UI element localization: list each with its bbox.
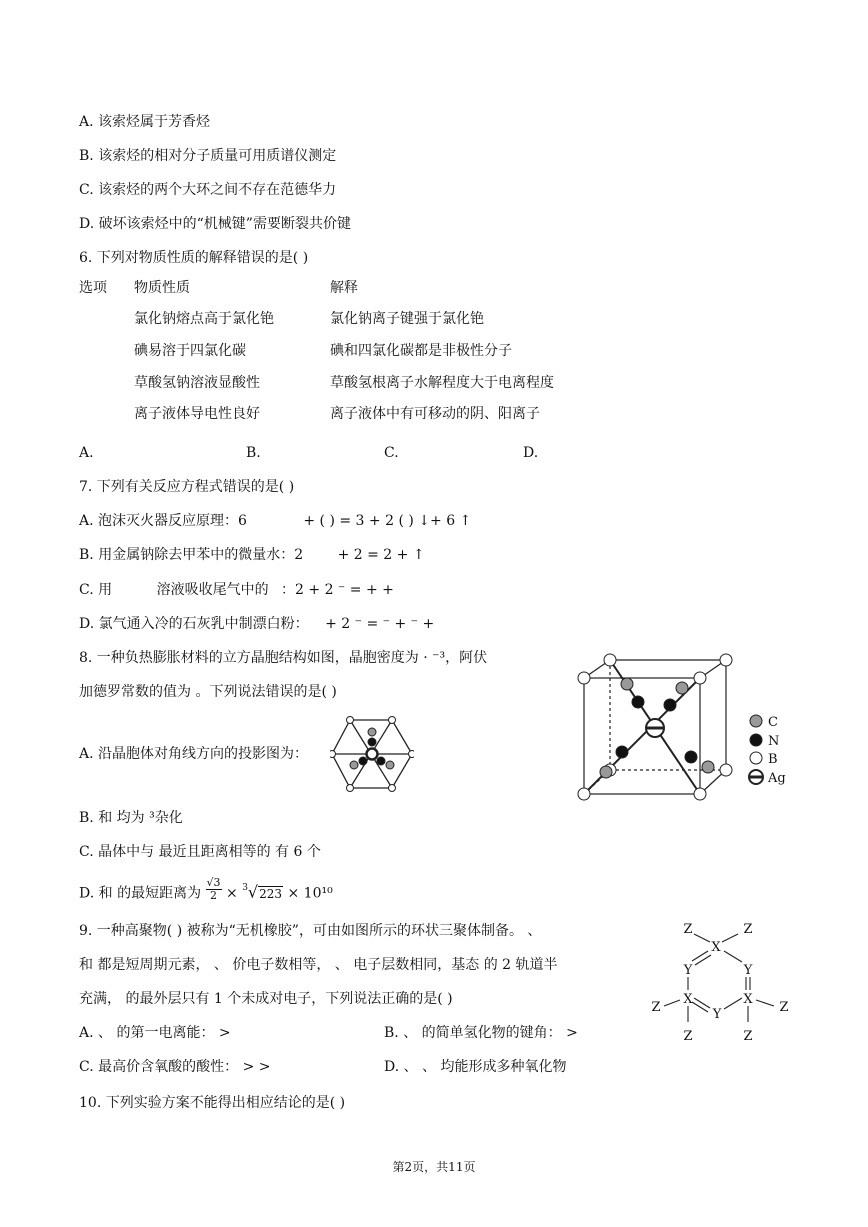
q9-stem-line3: 充满， 的最外层只有 1 个未成对电子，下列说法正确的是( )	[79, 991, 453, 1007]
ring-atom-z: Z	[743, 922, 753, 937]
q6-choice-b: B.	[246, 445, 261, 461]
q7-a-rest: + ( ) = 3 + 2 ( ) ↓+ 6 ↑	[303, 513, 472, 529]
q7-option-b	[79, 545, 425, 565]
legend-ag-label: Ag	[768, 771, 786, 786]
q8-option-c: C. 晶体中与 最近且距离相等的 有 6 个	[79, 844, 321, 860]
projection-diagram	[330, 716, 414, 792]
q6-stem: 6. 下列对物质性质的解释错误的是( )	[79, 250, 309, 266]
ring-atom-y-left: Y	[683, 963, 693, 978]
radicand: 223	[259, 886, 283, 901]
ring-atom-x-left: X	[683, 992, 693, 1007]
legend-c-label: C	[768, 715, 778, 730]
q9-option-d: D. 、 、 均能形成多种氧化物	[384, 1059, 567, 1075]
q8-option-b: B. 和 均为 ³杂化	[79, 810, 183, 826]
ring-atom-z: Z	[651, 1000, 661, 1015]
q6-choice-d: D.	[523, 445, 539, 461]
ring-atom-z: Z	[683, 922, 693, 937]
q6-row-property: 碘易溶于四氯化碳	[134, 343, 246, 359]
q8-option-a: A. 沿晶胞体对角线方向的投影图为：	[79, 746, 309, 762]
ring-atom-y-right: Y	[743, 963, 753, 978]
ring-atom-z: Z	[683, 1029, 693, 1044]
q6-row-explanation: 草酸氢根离子水解程度大于电离程度	[330, 375, 554, 391]
q6-row-explanation: 离子液体中有可移动的阴、阳离子	[330, 406, 540, 422]
ring-atom-x-top: X	[711, 940, 721, 955]
q8-option-d	[79, 876, 333, 906]
q7-a-label: A. 泡沫灭火器反应原理：6	[79, 513, 247, 529]
q10-stem: 10. 下列实验方案不能得出相应结论的是( )	[79, 1095, 346, 1111]
q6-choice-c: C.	[384, 445, 399, 461]
q8-stem-line2: 加德罗常数的值为 。下列说法错误的是( )	[79, 684, 337, 700]
q9-option-b: B. 、 的简单氢化物的键角： >	[384, 1025, 578, 1041]
q7-b-label: B. 用金属钠除去甲苯中的微量水：2	[79, 547, 304, 563]
fraction-denominator: 2	[210, 889, 218, 902]
q9-stem-line1: 9. 一种高聚物( ) 被称为“无机橡胶”，可由如图所示的环状三聚体制备。 、	[79, 923, 542, 939]
ring-atom-z: Z	[779, 1000, 789, 1015]
q8-d-pre: D. 和 的最短距离为	[79, 885, 202, 902]
ring-trimer-diagram	[644, 918, 796, 1046]
q5-option-c: C. 该索烃的两个大环之间不存在范德华力	[79, 182, 337, 198]
q7-option-d	[79, 614, 434, 634]
q7-d-rest: + 2 ⁻ = ⁻ + ⁻ +	[325, 616, 435, 632]
q9-option-c: C. 最高价含氧酸的酸性： > >	[79, 1059, 271, 1075]
q7-c-label: C. 用	[79, 582, 113, 598]
q7-b-rest: + 2 = 2 + ↑	[337, 547, 425, 563]
page-footer: 第2页，共11页	[392, 1160, 476, 1174]
q7-option-a	[79, 511, 471, 531]
q7-option-c	[79, 580, 394, 600]
legend-c-marker	[750, 715, 762, 727]
q8-stem-line1: 8. 一种负热膨胀材料的立方晶胞结构如图，晶胞密度为 · ⁻³，阿伏	[79, 650, 488, 666]
q5-option-b: B. 该索烃的相对分子质量可用质谱仪测定	[79, 148, 337, 164]
q5-option-d: D. 破坏该索烃中的“机械键”需要断裂共价键	[79, 216, 351, 232]
radical-sign: √	[247, 882, 259, 902]
q8-d-tail: × 10¹⁰	[287, 885, 333, 902]
legend-b-label: B	[768, 752, 778, 767]
q6-row-property: 氯化钠熔点高于氯化铯	[134, 311, 274, 327]
q6-header-property: 物质性质	[134, 280, 190, 296]
root-index: 3	[242, 882, 248, 893]
q7-d-label: D. 氯气通入冷的石灰乳中制漂白粉：	[79, 616, 309, 632]
fraction	[206, 877, 222, 902]
legend-n-marker	[750, 734, 762, 746]
q6-row-explanation: 氯化钠离子键强于氯化铯	[330, 311, 484, 327]
legend-n-label: N	[768, 734, 780, 749]
q6-row-property: 离子液体导电性良好	[134, 406, 260, 422]
q7-c-mid: 溶液吸收尾气中的	[156, 582, 269, 598]
ring-atom-y-bottom: Y	[712, 1007, 722, 1022]
fraction-numerator: √3	[206, 876, 221, 889]
crystal-cell-diagram	[574, 650, 798, 810]
times-sign: ×	[226, 885, 238, 902]
q6-header-explanation: 解释	[330, 280, 358, 296]
q7-c-rest: ：2 + 2 ⁻ = + +	[281, 582, 394, 598]
q6-row-explanation: 碘和四氯化碳都是非极性分子	[330, 343, 512, 359]
q6-header-option: 选项	[79, 280, 107, 296]
ring-atom-x-right: X	[743, 992, 753, 1007]
ring-atom-z: Z	[743, 1029, 753, 1044]
q9-option-a: A. 、 的第一电离能： >	[79, 1025, 231, 1041]
legend-b-marker	[750, 752, 762, 764]
q9-stem-line2: 和 都是短周期元素， 、 价电子数相等， 、 电子层数相同，基态 的 2 轨道半	[79, 957, 558, 973]
q7-stem: 7. 下列有关反应方程式错误的是( )	[79, 479, 295, 495]
q6-choice-a: A.	[79, 445, 94, 461]
q5-option-a: A. 该索烃属于芳香烃	[79, 114, 211, 130]
q6-row-property: 草酸氢钠溶液显酸性	[134, 375, 260, 391]
